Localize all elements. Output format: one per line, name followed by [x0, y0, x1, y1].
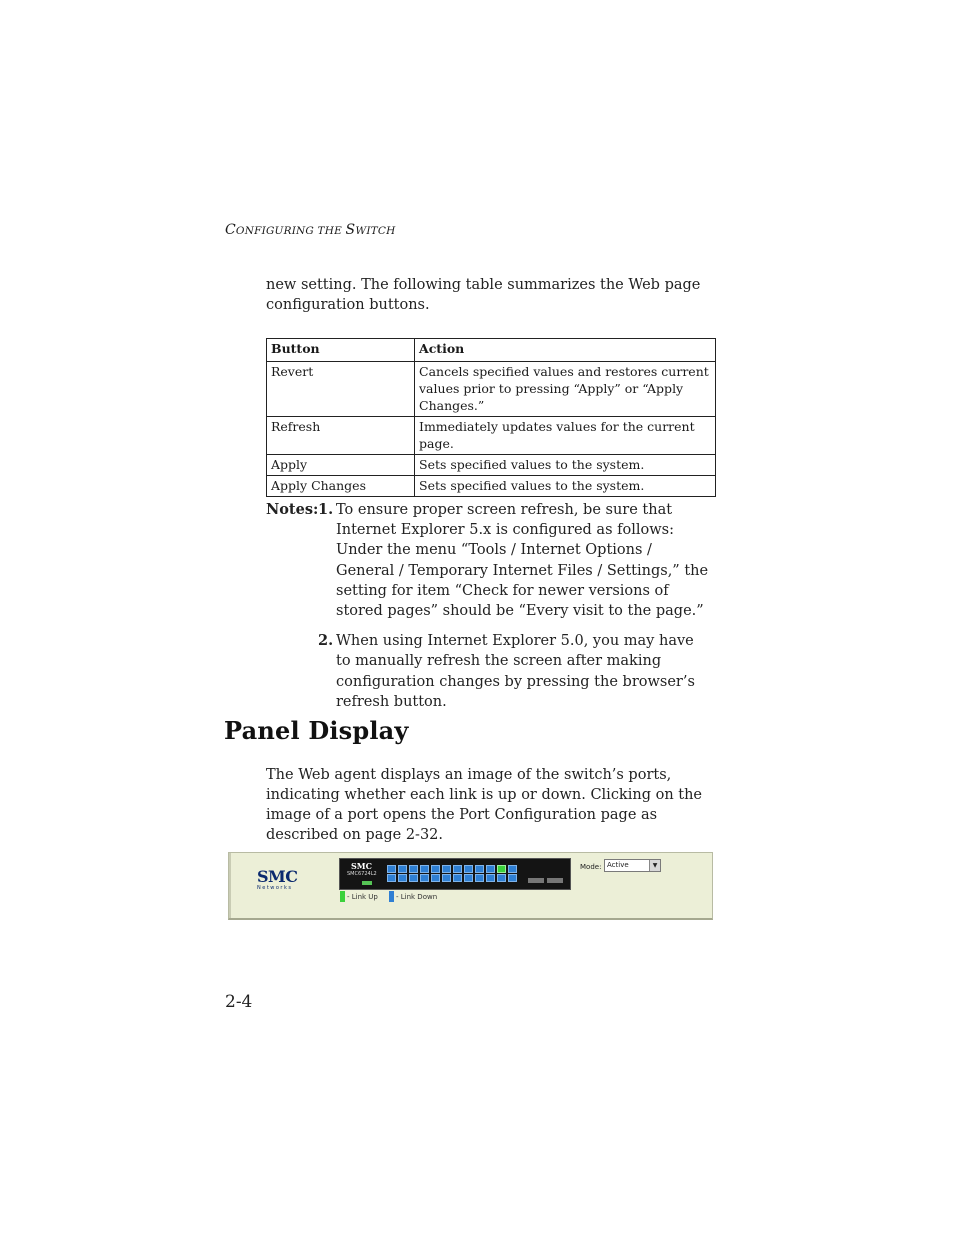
legend-link-up: - Link Up — [340, 891, 378, 902]
table-row — [267, 476, 716, 497]
table-row — [267, 455, 716, 476]
note-item — [266, 500, 716, 621]
table-cell-button: Refresh — [267, 417, 415, 455]
port-icon[interactable] — [387, 865, 396, 873]
page-number: 2-4 — [225, 992, 253, 1012]
switch-led — [362, 881, 372, 885]
section-paragraph: The Web agent displays an image of the switch’s ports, indicating whether each link is up or down. Clicking on the image of a port opens the Port Configuration page as described on page 2-32. — [266, 767, 703, 843]
port-icon[interactable] — [497, 874, 506, 882]
port-icon[interactable] — [387, 874, 396, 882]
switch-panel-screenshot — [228, 852, 713, 920]
table-row — [267, 362, 716, 417]
port-icon[interactable] — [508, 874, 517, 882]
port-icon[interactable] — [409, 865, 418, 873]
notes-block — [266, 500, 716, 712]
port-icon[interactable] — [442, 865, 451, 873]
port-icon[interactable] — [486, 874, 495, 882]
section-heading: Panel Display — [224, 716, 409, 745]
note-item — [266, 631, 716, 712]
module-slot[interactable] — [547, 878, 563, 883]
table-header-button: Button — [267, 339, 415, 362]
switch-brand: SMC — [351, 861, 372, 871]
table-row — [267, 417, 716, 455]
smc-logo: SMC Networks — [257, 867, 298, 891]
port-icon[interactable] — [475, 865, 484, 873]
module-slot[interactable] — [528, 878, 544, 883]
note-number: 2. — [318, 632, 334, 650]
table-cell-action: Sets specified values to the system. — [415, 455, 716, 476]
port-icon[interactable] — [464, 874, 473, 882]
port-icon[interactable] — [497, 865, 506, 873]
port-icon[interactable] — [453, 874, 462, 882]
switch-front-panel — [339, 858, 571, 890]
table-header-action: Action — [415, 339, 716, 362]
table-cell-button: Apply — [267, 455, 415, 476]
port-icon[interactable] — [420, 865, 429, 873]
note-text: To ensure proper screen refresh, be sure that Internet Explorer 5.x is configured as follows: Under the menu “Tools / Internet Options / General / Temporary Internet Files / Settings,” the setting for item “Check for newer versions of stored pages” should be “Every visit to the page.” — [336, 502, 709, 620]
port-grid — [387, 865, 527, 882]
legend-link-down: - Link Down — [389, 891, 437, 902]
table-cell-button: Revert — [267, 362, 415, 417]
port-icon[interactable] — [431, 865, 440, 873]
port-icon[interactable] — [398, 865, 407, 873]
chevron-down-icon[interactable]: ▼ — [649, 860, 660, 871]
link-down-swatch — [389, 891, 394, 902]
port-icon[interactable] — [464, 865, 473, 873]
port-icon[interactable] — [431, 874, 440, 882]
table-cell-action: Cancels specified values and restores current values prior to pressing “Apply” or “Apply Changes.” — [415, 362, 716, 417]
port-icon[interactable] — [420, 874, 429, 882]
port-icon[interactable] — [475, 874, 484, 882]
note-text: When using Internet Explorer 5.0, you may have to manually refresh the screen after making configuration changes by pressing the browser’s refresh button. — [336, 633, 695, 710]
port-icon[interactable] — [508, 865, 517, 873]
port-icon[interactable] — [442, 874, 451, 882]
intro-paragraph: new setting. The following table summarizes the Web page configuration buttons. — [266, 277, 701, 313]
table-header-row — [267, 339, 716, 362]
port-icon[interactable] — [409, 874, 418, 882]
config-buttons-table — [266, 338, 716, 497]
table-cell-action: Immediately updates values for the current page. — [415, 417, 716, 455]
link-up-swatch — [340, 891, 345, 902]
port-icon[interactable] — [486, 865, 495, 873]
table-cell-action: Sets specified values to the system. — [415, 476, 716, 497]
table-cell-button: Apply Changes — [267, 476, 415, 497]
port-icon[interactable] — [398, 874, 407, 882]
note-number: 1. — [318, 501, 334, 518]
notes-label: Notes: — [266, 501, 319, 518]
switch-model: SMC6724L2 — [347, 871, 377, 877]
mode-select[interactable] — [604, 859, 661, 872]
mode-label: Mode: — [580, 863, 602, 871]
mode-value: Active — [607, 861, 629, 869]
port-icon[interactable] — [453, 865, 462, 873]
running-head: CONFIGURING THE SWITCH — [225, 222, 396, 238]
